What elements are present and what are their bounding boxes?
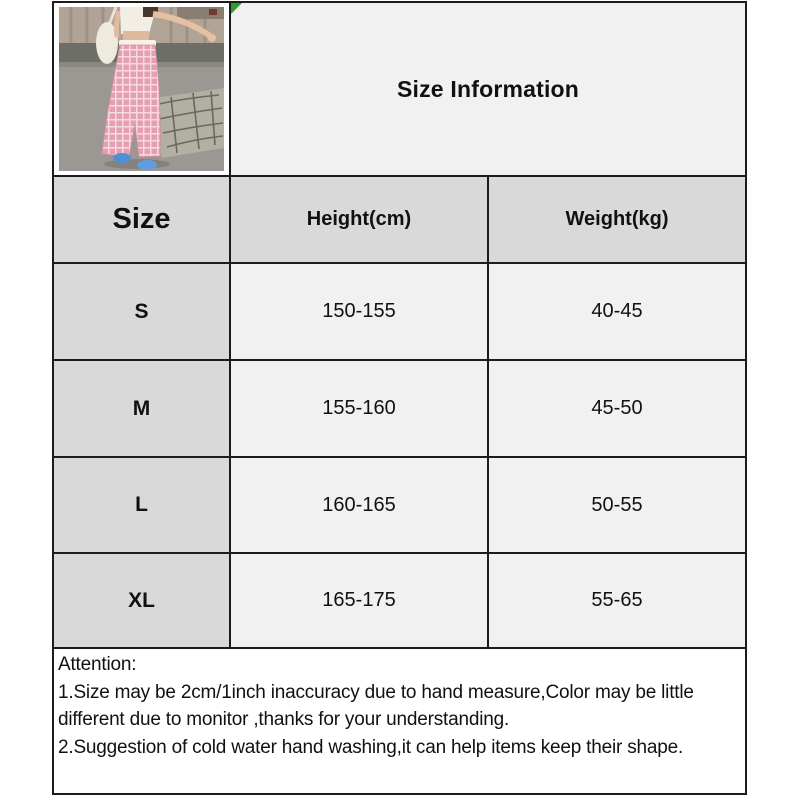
page-title: Size Information: [396, 75, 580, 102]
right-shoe: [137, 160, 157, 170]
attention-heading: Attention:: [58, 654, 137, 675]
title-cell: [230, 2, 746, 176]
table-row: [53, 553, 746, 648]
green-corner-marker-icon: [231, 3, 242, 14]
table-row: [53, 263, 746, 360]
attention-line-1-wrap: different due to monitor ,thanks for your understanding.: [58, 709, 510, 730]
weight-value-xl: 55-65: [488, 553, 746, 648]
attention-note: [53, 648, 746, 794]
table-row: [53, 457, 746, 553]
table-row: [53, 360, 746, 457]
weight-value-m: 45-50: [488, 360, 746, 457]
hand: [208, 34, 216, 42]
product-photo-cell: [53, 2, 230, 176]
left-shoe: [113, 153, 131, 163]
size-table: [52, 1, 747, 795]
size-label-xl: XL: [53, 553, 230, 648]
product-photo: [59, 7, 224, 171]
attention-line-1: 1.Size may be 2cm/1inch inaccuracy due to hand measure,Color may be little: [58, 681, 694, 703]
column-header-height: Height(cm): [230, 176, 488, 263]
height-value-xl: 165-175: [230, 553, 488, 648]
size-label-m: M: [53, 360, 230, 457]
size-info-image: [52, 1, 747, 795]
column-header-size: Size: [53, 176, 230, 263]
column-header-weight: Weight(kg): [488, 176, 746, 263]
size-label-l: L: [53, 457, 230, 553]
left-arm: [116, 11, 119, 37]
size-label-s: S: [53, 263, 230, 360]
attention-line-2: 2.Suggestion of cold water hand washing,it can help items keep their shape.: [58, 736, 684, 758]
weight-value-s: 40-45: [488, 263, 746, 360]
weight-value-l: 50-55: [488, 457, 746, 553]
height-value-s: 150-155: [230, 263, 488, 360]
height-value-l: 160-165: [230, 457, 488, 553]
height-value-m: 155-160: [230, 360, 488, 457]
